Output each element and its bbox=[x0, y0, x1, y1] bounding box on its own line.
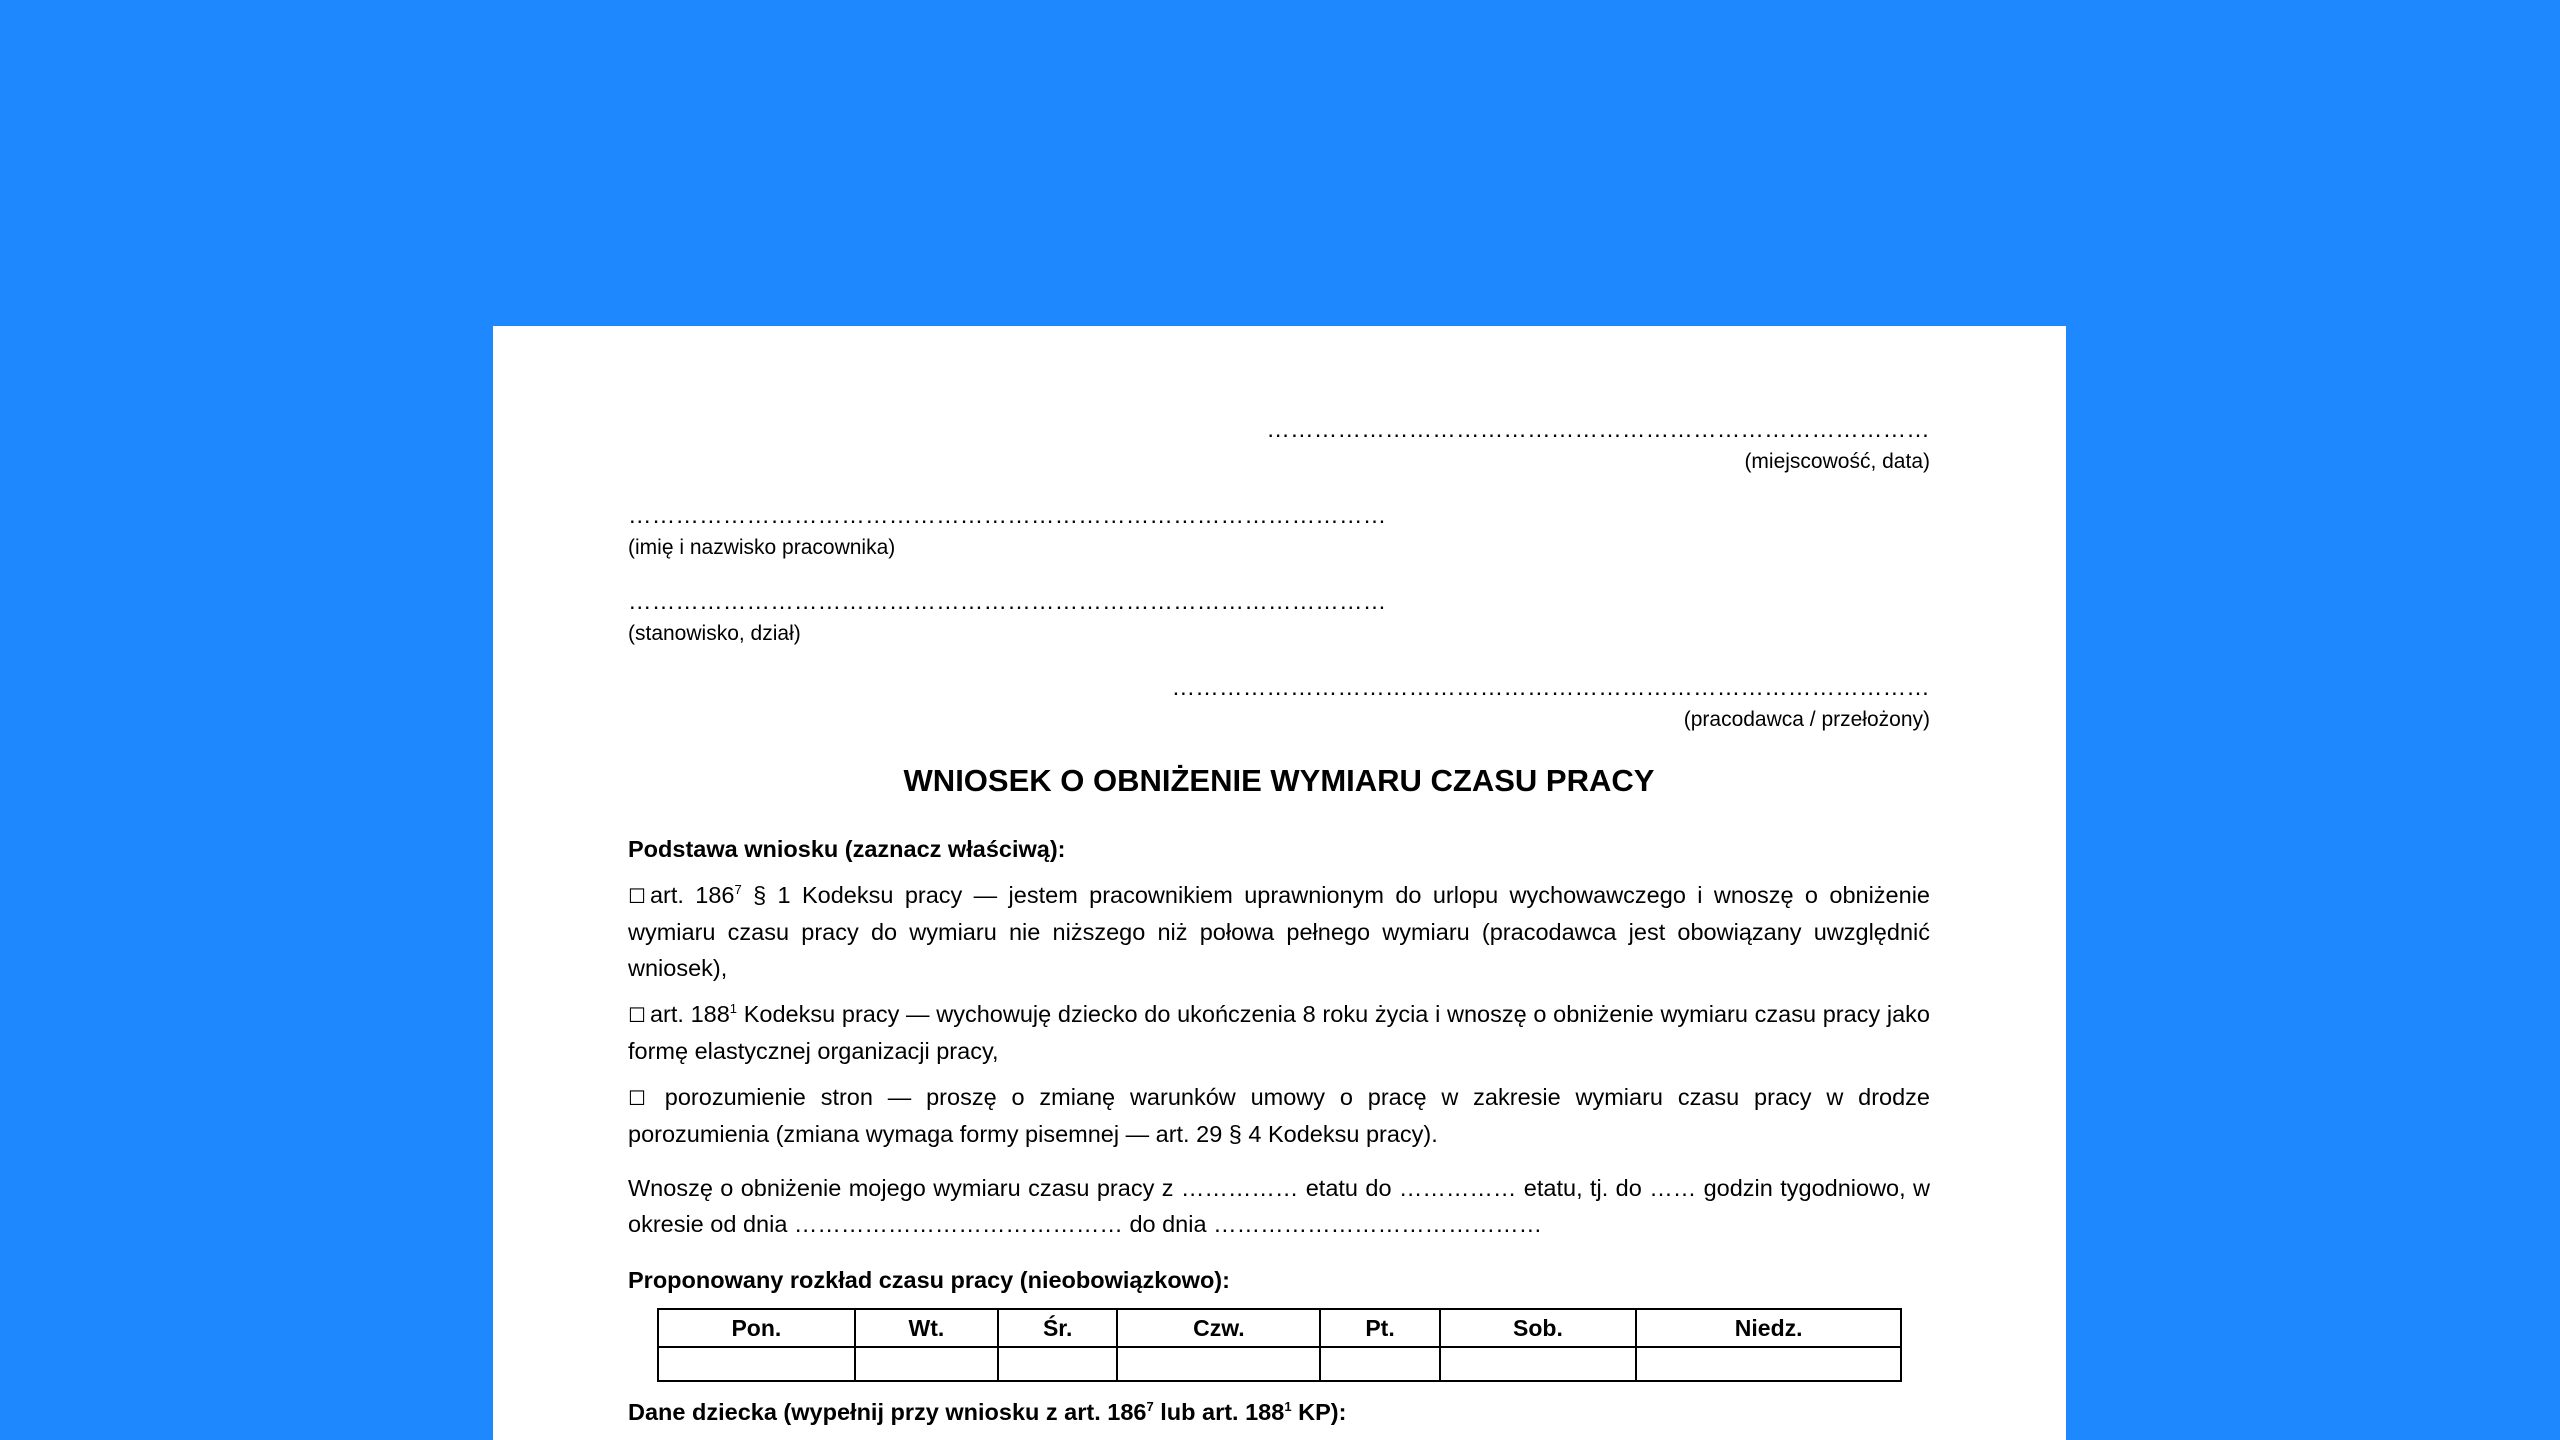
schedule-cell[interactable] bbox=[1636, 1347, 1901, 1381]
day-header: Czw. bbox=[1117, 1309, 1320, 1347]
option-1-sup: 7 bbox=[734, 882, 742, 898]
option-2-text: Kodeksu pracy — wychowuję dziecko do ukończenia 8 roku życia i wnoszę o obniżenie wymiaru czasu pracy jako formę elastycznej organizacji pracy, bbox=[628, 1001, 1930, 1064]
employer-dots: …………………………………………………………………………………… bbox=[1171, 674, 1930, 700]
option-1-text: § 1 Kodeksu pracy — jestem pracownikiem uprawnionym do urlopu wychowawczego i wnoszę o obniżenie wymiaru czasu pracy do wymiaru nie niższego niż połowa pełnego wymiaru (pracodawca jest obowiązany uwzględnić wniosek), bbox=[628, 882, 1930, 981]
checkbox-icon[interactable]: ☐ bbox=[628, 884, 646, 908]
schedule-cell[interactable] bbox=[855, 1347, 998, 1381]
document-title: WNIOSEK O OBNIŻENIE WYMIARU CZASU PRACY bbox=[903, 763, 1655, 798]
child-heading-mid: lub art. 188 bbox=[1153, 1399, 1285, 1425]
option-agreement bbox=[628, 1079, 1930, 1152]
schedule-input-row bbox=[658, 1347, 1901, 1381]
day-header: Wt. bbox=[855, 1309, 998, 1347]
position-label: (stanowisko, dział) bbox=[628, 622, 801, 645]
employer-field[interactable] bbox=[628, 669, 1930, 735]
employee-name-dots: …………………………………………………………………………………… bbox=[628, 502, 1387, 528]
child-heading-sup-1: 7 bbox=[1146, 1399, 1154, 1415]
day-header: Pt. bbox=[1320, 1309, 1439, 1347]
schedule-cell[interactable] bbox=[1440, 1347, 1637, 1381]
schedule-cell[interactable] bbox=[658, 1347, 855, 1381]
day-header: Pon. bbox=[658, 1309, 855, 1347]
option-1-pre: art. 186 bbox=[649, 882, 735, 908]
checkbox-icon[interactable]: ☐ bbox=[628, 1086, 646, 1110]
basis-heading: Podstawa wniosku (zaznacz właściwą): bbox=[628, 836, 1066, 862]
child-data-heading bbox=[628, 1394, 1930, 1430]
position-dots: …………………………………………………………………………………… bbox=[628, 588, 1387, 614]
request-text: Wnoszę o obniżenie mojego wymiaru czasu pracy z …………… etatu do …………… etatu, tj. do …… godzin tygodniowo, w okresie od dnia …………………………………… do dnia …………………………………… bbox=[628, 1175, 1930, 1237]
place-date-label: (miejscowość, data) bbox=[1744, 450, 1930, 473]
option-2-sup: 1 bbox=[729, 1001, 738, 1017]
day-header: Niedz. bbox=[1636, 1309, 1901, 1347]
schedule-cell[interactable] bbox=[1320, 1347, 1439, 1381]
document-page bbox=[493, 326, 2066, 1440]
option-art-186-7 bbox=[628, 877, 1930, 986]
employer-label: (pracodawca / przełożony) bbox=[1683, 708, 1930, 731]
place-date-field[interactable] bbox=[628, 411, 1930, 477]
day-header: Śr. bbox=[998, 1309, 1117, 1347]
employee-name-field[interactable] bbox=[628, 497, 1930, 563]
child-heading-sup-2: 1 bbox=[1284, 1399, 1292, 1415]
position-field[interactable] bbox=[628, 583, 1930, 649]
child-heading-pre: Dane dziecka (wypełnij przy wniosku z art. 186 bbox=[628, 1399, 1147, 1425]
schedule-header-row bbox=[658, 1309, 1901, 1347]
option-3-text: porozumienie stron — proszę o zmianę warunków umowy o pracę w zakresie wymiaru czasu pracy w drodze porozumienia (zmiana wymaga formy pisemnej — art. 29 § 4 Kodeksu pracy). bbox=[628, 1084, 1931, 1147]
schedule-cell[interactable] bbox=[998, 1347, 1117, 1381]
checkbox-icon[interactable]: ☐ bbox=[628, 1003, 646, 1027]
document-content bbox=[628, 411, 1930, 1430]
employee-name-label: (imię i nazwisko pracownika) bbox=[628, 536, 896, 559]
child-heading-post: KP): bbox=[1291, 1399, 1347, 1425]
day-header: Sob. bbox=[1440, 1309, 1637, 1347]
schedule-heading: Proponowany rozkład czasu pracy (nieobowiązkowo): bbox=[628, 1267, 1230, 1293]
schedule-cell[interactable] bbox=[1117, 1347, 1320, 1381]
place-date-dots: ………………………………………………………………………… bbox=[1266, 416, 1930, 442]
option-art-188-1 bbox=[628, 996, 1930, 1069]
schedule-table bbox=[657, 1308, 1902, 1382]
option-2-pre: art. 188 bbox=[649, 1001, 730, 1027]
